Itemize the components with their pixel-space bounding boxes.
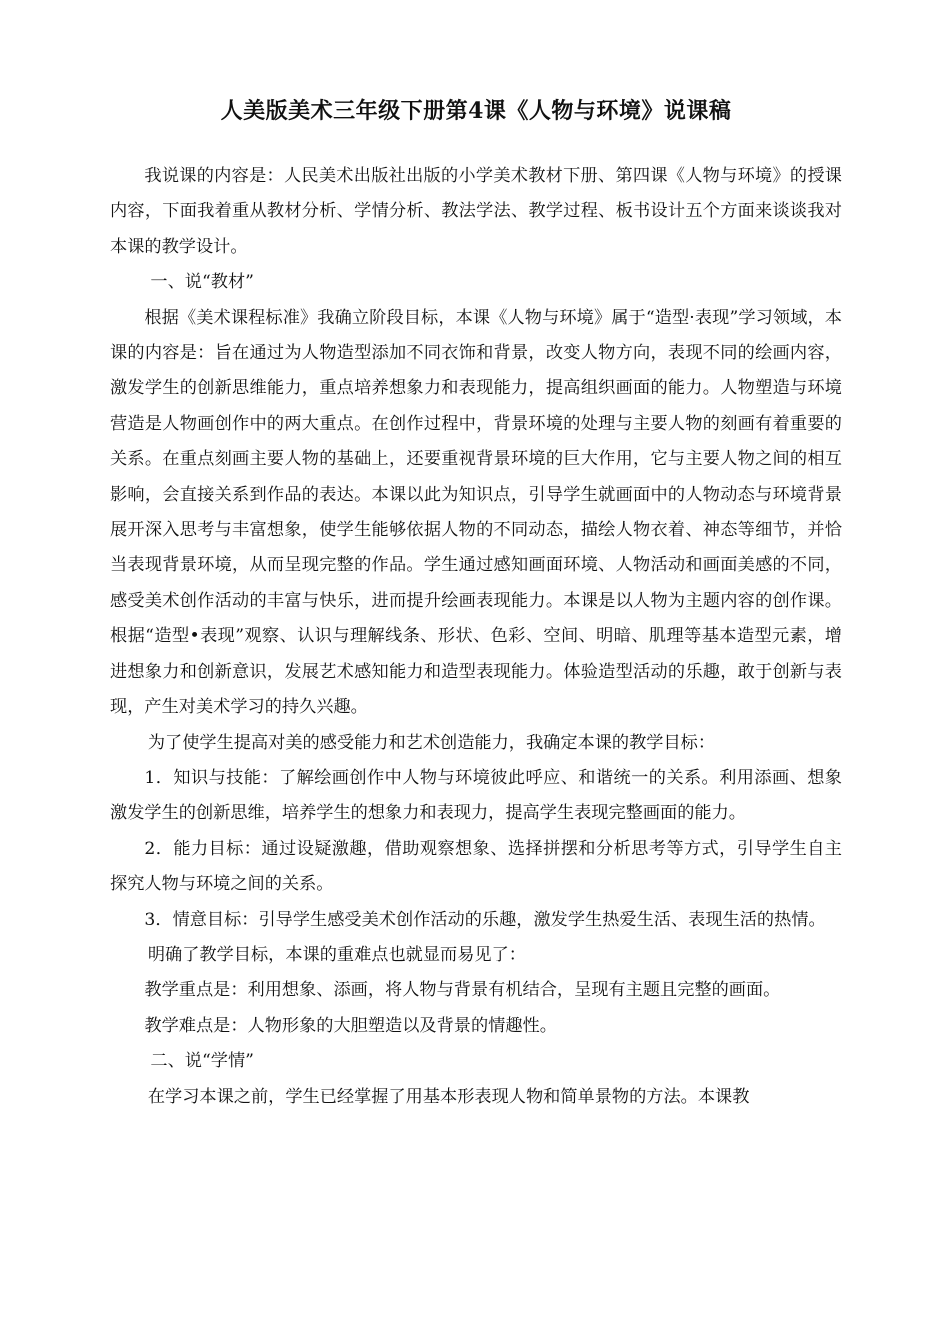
section-heading-learners: 二、说“学情” [150,1051,254,1072]
teaching-difficulty: 教学难点是：人物形象的大胆塑造以及背景的情趣性。 [144,1015,557,1036]
objective-ability: 2．能力目标：通过设疑激趣，借助观察想象、选择拼摆和分析思考等方式，引导学生自主探究人物与环境之间的关系。 [110,838,842,895]
objectives-intro-paragraph: 为了使学生提高对美的感受能力和艺术创造能力，我确定本课的教学目标： [147,732,716,753]
document-title: 人美版美术三年级下册第4课《人物与环境》说课稿 [220,98,732,124]
teaching-focus: 教学重点是：利用想象、添画，将人物与背景有机结合，呈现有主题且完整的画面。 [144,980,781,1001]
section-heading-textbook: 一、说“教材” [150,272,254,293]
intro-paragraph: 我说课的内容是：人民美术出版社出版的小学美术教材下册、第四课《人物与环境》的授课内容，下面我着重从教材分析、学情分析、教法学法、教学过程、板书设计五个方面来谈谈我对本课的教学设计。 [110,166,842,257]
objective-knowledge-skills: 1．知识与技能：了解绘画创作中人物与环境彼此呼应、和谐统一的关系。利用添画、想象激发学生的创新思维，培养学生的想象力和表现力，提高学生表现完整画面的能力。 [110,767,842,824]
learners-paragraph: 在学习本课之前，学生已经掌握了用基本形表现人物和简单景物的方法。本课教 [147,1086,750,1107]
key-points-intro: 明确了教学目标，本课的重难点也就显而易见了： [147,944,526,965]
textbook-analysis-paragraph: 根据《美术课程标准》我确立阶段目标，本课《人物与环境》属于“造型·表现”学习领域，本课的内容是：旨在通过为人物造型添加不同衣饰和背景，改变人物方向，表现不同的绘画内容，激发学生的创新思维能力，重点培养想象力和表现能力，提高组织画面的能力。人物塑造与环境营造是人物画创作中的两大重点。在创作过程中，背景环境的处理与主要人物的刻画有着重要的关系。在重点刻画主要人物的基础上，还要重视背景环境的巨大作用，它与主要人物之间的相互影响，会直接关系到作品的表达。本课以此为知识点，引导学生就画面中的人物动态与环境背景展开深入思考与丰富想象，使学生能够依据人物的不同动态，描绘人物衣着、神态等细节，并恰当表现背景环境，从而呈现完整的作品。学生通过感知画面环境、人物活动和画面美感的不同，感受美术创作活动的丰富与快乐，进而提升绘画表现能力。本课是以人物为主题内容的创作课。根据“造型•表现”观察、认识与理解线条、形状、色彩、空间、明暗、肌理等基本造型元素，增进想象力和创新意识，发展艺术感知能力和造型表现能力。体验造型活动的乐趣，敢于创新与表现，产生对美术学习的持久兴趣。 [110,307,842,718]
objective-emotion: 3．情意目标：引导学生感受美术创作活动的乐趣，激发学生热爱生活、表现生活的热情。 [144,909,826,930]
document-body [110,159,842,1115]
